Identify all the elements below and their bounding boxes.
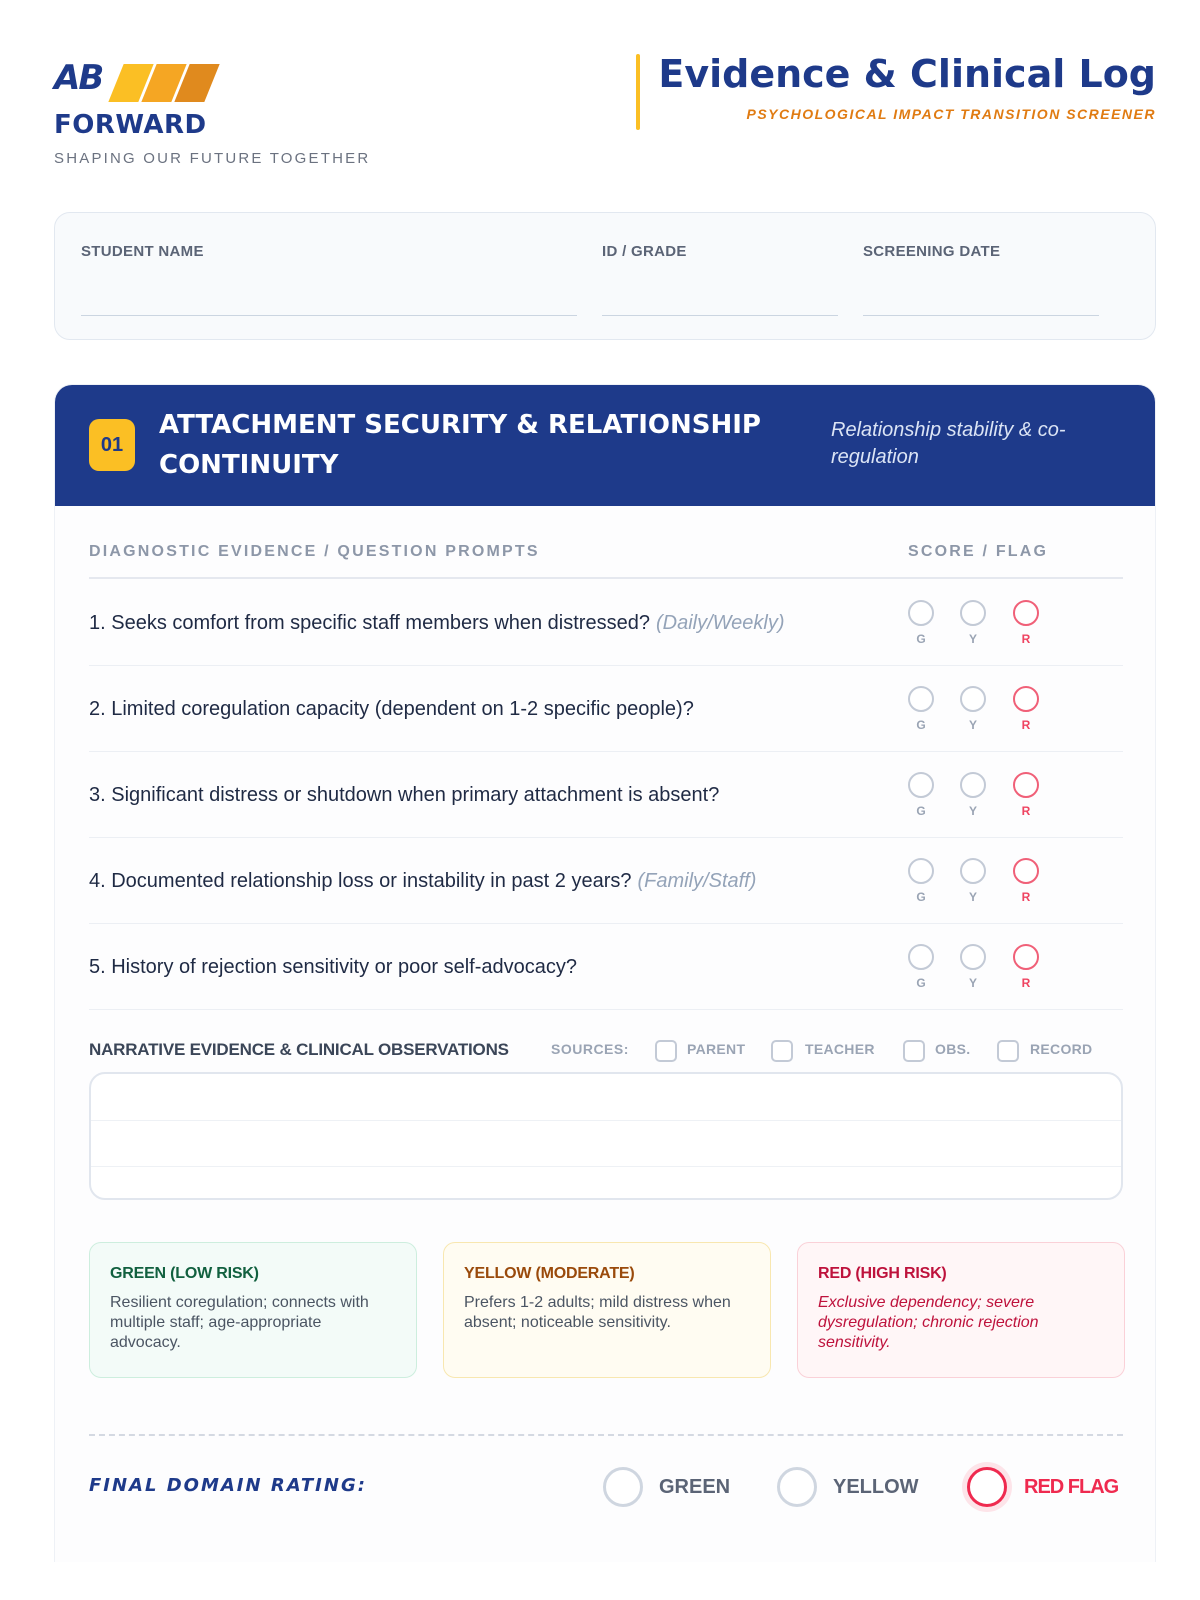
final-green-label: GREEN [659, 1476, 731, 1498]
legend-red-title: RED (HIGH RISK) [818, 1265, 947, 1282]
rating-red-radio[interactable] [1013, 858, 1039, 884]
rating-red-label: R [1021, 804, 1031, 818]
student-info-card [54, 212, 1156, 340]
domain-section [54, 384, 1156, 1562]
document-subtitle: PSYCHOLOGICAL IMPACT TRANSITION SCREENER [746, 106, 1156, 122]
rating-yellow-radio[interactable] [960, 686, 986, 712]
question-text: 1. Seeks comfort from specific staff members when distressed? (Daily/Weekly) [89, 612, 785, 634]
brand-tagline: SHAPING OUR FUTURE TOGETHER [54, 150, 371, 167]
legend-yellow-title: YELLOW (MODERATE) [464, 1265, 635, 1282]
section-description: Relationship stability & co-regulation [831, 419, 1066, 468]
legend-yellow-card [443, 1242, 771, 1378]
rating-green-radio[interactable] [908, 858, 934, 884]
screening-date-label: SCREENING DATE [863, 243, 1001, 260]
final-yellow-label: YELLOW [833, 1476, 919, 1498]
prompts-column-header: DIAGNOSTIC EVIDENCE / QUESTION PROMPTS [89, 543, 540, 560]
rating-yellow-radio[interactable] [960, 944, 986, 970]
rating-yellow-radio[interactable] [960, 858, 986, 884]
section-title: ATTACHMENT SECURITY & RELATIONSHIP CONTINUITY [159, 410, 761, 480]
brand-name: FORWARD [54, 110, 207, 140]
score-column-header: SCORE / FLAG [908, 543, 1049, 560]
rating-yellow-label: Y [968, 718, 977, 732]
rating-red-label: R [1021, 718, 1031, 732]
narrative-text-area[interactable] [89, 1072, 1123, 1200]
rating-yellow-label: Y [968, 976, 977, 990]
question-text: 2. Limited coregulation capacity (dependent on 1-2 specific people)? [89, 698, 694, 720]
rating-red-radio[interactable] [1013, 944, 1039, 970]
question-row [89, 580, 1123, 666]
question-text: 3. Significant distress or shutdown when primary attachment is absent? [89, 784, 720, 806]
question-row [89, 666, 1123, 752]
page-header [54, 52, 1156, 172]
legend-yellow-text: Prefers 1-2 adults; mild distress when absent; noticeable sensitivity. [464, 1294, 731, 1331]
source-record-label: RECORD [1030, 1041, 1093, 1057]
final-red-flag-radio[interactable] [967, 1467, 1007, 1507]
rating-green-radio[interactable] [908, 686, 934, 712]
id-grade-field[interactable] [602, 243, 687, 260]
student-name-line[interactable] [81, 315, 577, 316]
rating-yellow-label: Y [968, 804, 977, 818]
final-green-radio[interactable] [603, 1467, 643, 1507]
rating-green-label: G [916, 890, 926, 904]
source-observation-label: OBS. [935, 1041, 971, 1057]
document-title: Evidence & Clinical Log [658, 52, 1156, 96]
final-red-flag-label: RED FLAG [1024, 1476, 1119, 1498]
legend-red-card [797, 1242, 1125, 1378]
narrative-rule-line [91, 1120, 1123, 1121]
rating-yellow-radio[interactable] [960, 772, 986, 798]
source-parent-label: PARENT [687, 1041, 746, 1057]
final-yellow-radio[interactable] [777, 1467, 817, 1507]
legend-green-text: Resilient coregulation; connects with multiple staff; age-appropriate advocacy. [110, 1294, 369, 1351]
narrative-rule-line [91, 1166, 1123, 1167]
rating-yellow-radio[interactable] [960, 600, 986, 626]
student-name-label: STUDENT NAME [81, 243, 204, 260]
dashed-divider [89, 1434, 1123, 1436]
rating-yellow-label: Y [968, 890, 977, 904]
source-teacher-checkbox[interactable] [771, 1040, 793, 1062]
legend-green-title: GREEN (LOW RISK) [110, 1265, 259, 1282]
question-text: 5. History of rejection sensitivity or poor self-advocacy? [89, 956, 577, 978]
screening-date-field[interactable] [863, 243, 1000, 260]
rating-red-radio[interactable] [1013, 686, 1039, 712]
rating-red-label: R [1021, 890, 1031, 904]
legend-green-card [89, 1242, 417, 1378]
brand-logo [54, 58, 224, 98]
screening-date-line[interactable] [863, 315, 1099, 316]
rating-yellow-label: Y [968, 632, 977, 646]
sources-label: SOURCES: [551, 1041, 629, 1057]
final-rating-label: FINAL DOMAIN RATING: [89, 1475, 367, 1496]
question-hint: (Family/Staff) [637, 870, 757, 892]
section-number-badge: 01 [89, 419, 135, 471]
question-row [89, 924, 1123, 1010]
id-grade-line[interactable] [602, 315, 838, 316]
rating-green-radio[interactable] [908, 944, 934, 970]
section-header [55, 385, 1156, 506]
rating-green-radio[interactable] [908, 772, 934, 798]
rating-red-label: R [1021, 632, 1031, 646]
rating-green-label: G [916, 976, 926, 990]
rating-green-radio[interactable] [908, 600, 934, 626]
rating-red-radio[interactable] [1013, 600, 1039, 626]
question-row [89, 752, 1123, 838]
source-record-checkbox[interactable] [997, 1040, 1019, 1062]
narrative-title: NARRATIVE EVIDENCE & CLINICAL OBSERVATIONS [89, 1040, 509, 1059]
rating-green-label: G [916, 804, 926, 818]
question-text: 4. Documented relationship loss or instability in past 2 years? (Family/Staff) [89, 870, 757, 892]
question-row [89, 838, 1123, 924]
header-divider [636, 54, 640, 130]
logo-text: AB [54, 58, 103, 98]
rating-green-label: G [916, 718, 926, 732]
rating-red-label: R [1021, 976, 1031, 990]
source-teacher-label: TEACHER [805, 1041, 875, 1057]
question-hint: (Daily/Weekly) [655, 612, 785, 634]
legend-red-text: Exclusive dependency; severe dysregulation; chronic rejection sensitivity. [818, 1294, 1039, 1351]
source-parent-checkbox[interactable] [655, 1040, 677, 1062]
rating-red-radio[interactable] [1013, 772, 1039, 798]
id-grade-label: ID / GRADE [602, 243, 687, 260]
rating-green-label: G [916, 632, 926, 646]
header-divider-line [89, 577, 1123, 579]
student-name-field[interactable] [81, 243, 204, 260]
source-observation-checkbox[interactable] [903, 1040, 925, 1062]
